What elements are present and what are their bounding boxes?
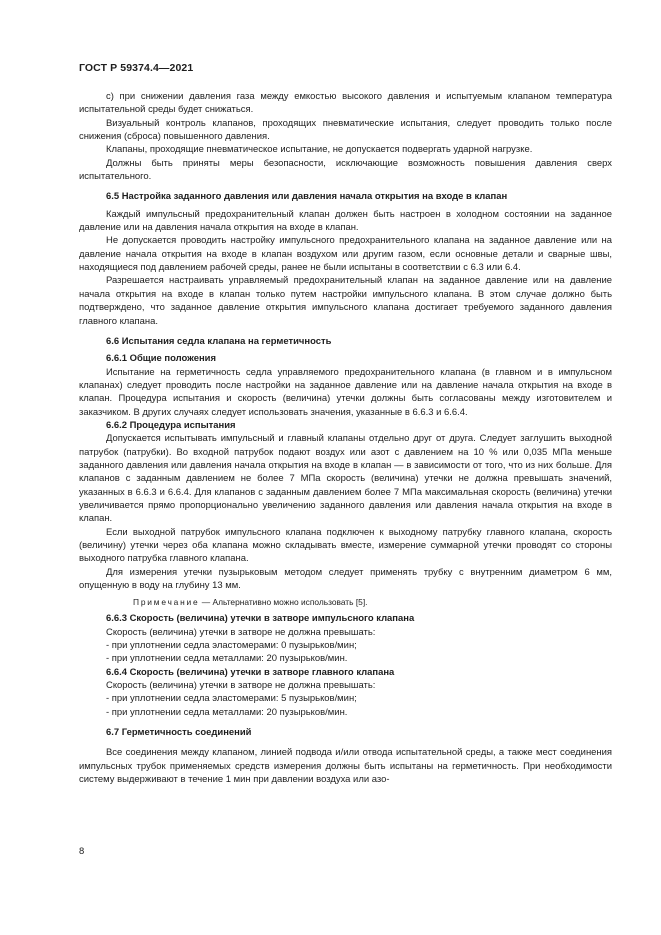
paragraph: Скорость (величина) утечки в затворе не должна превышать: xyxy=(106,626,376,638)
section-heading-6-5: 6.5 Настройка заданного давления или давления начала открытия на входе в клапан xyxy=(106,191,508,203)
list-item: - при уплотнении седла эластомерами: 5 пузырьков/мин; xyxy=(106,693,357,705)
paragraph: Клапаны, проходящие пневматическое испытание, не допускается подвергать ударной нагрузке. xyxy=(106,144,533,156)
paragraph: Если выходной патрубок импульсного клапана подключен к выходному патрубку главного клапана, скорость (величину) утечки через оба клапана можно складывать вместе, измерение суммарной утечки проводят со стороны выходного патрубка главного клапана. xyxy=(79,526,612,565)
subsection-heading-6-6-1: 6.6.1 Общие положения xyxy=(106,353,216,365)
note xyxy=(79,596,612,608)
paragraph: Допускается испытывать импульсный и главный клапаны отдельно друг от друга. Следует заглушить выходной патрубок (патрубки). Во входной патрубок подают воздух или азот с давлением на 10 % или 0,035 МПа меньше заданного давления или давления начала открытия на входе в клапан — в зависимости от того, что из них больше. Для клапанов с заданным давлением не более 7 МПа скорость (величина) утечки не должна превышать значений, указанных в 6.6.3 и 6.6.4. Для клапанов с заданным давлением более 7 МПа максимальная скорость (величина) утечки увеличивается прямо пропорционально увеличению заданного давления или давления начала открытия на входе в клапан. xyxy=(79,433,612,525)
note-text: — Альтернативно можно использовать [5]. xyxy=(199,597,368,608)
list xyxy=(79,639,612,666)
note-label: Примечание xyxy=(133,597,200,608)
paragraph: Не допускается проводить настройку импульсного предохранительного клапана на заданное давление или на давление начала открытия на входе в клапан воздухом или другим газом, если основные детали и сварные швы, находящиеся под давлением рабочей среды, ранее не были испытаны в соответствии с 6.3 или 6.4. xyxy=(79,235,612,274)
paragraph: Для измерения утечки пузырьковым методом следует применять трубку с внутренним диаметром 6 мм, опущенную в воду на глубину 13 мм. xyxy=(79,566,612,592)
paragraph: Визуальный контроль клапанов, проходящих пневматические испытания, следует проводить только после снижения (сброса) повышенного давления. xyxy=(79,117,612,143)
list-item: - при уплотнении седла металлами: 20 пузырьков/мин. xyxy=(106,706,348,718)
paragraph: Разрешается настраивать управляемый предохранительный клапан на заданное давление или на давление начала открытия на входе в клапан только путем настройки импульсного клапана. В этом случае должно быть подтверждено, что заданное давление открытия импульсного клапана достигает требуемого заданного давления главного клапана. xyxy=(79,275,612,327)
page-number: 8 xyxy=(79,846,85,857)
paragraph: Скорость (величина) утечки в затворе не должна превышать: xyxy=(106,680,376,692)
standard-header: ГОСТ Р 59374.4—2021 xyxy=(79,62,194,74)
subsection-heading-6-6-4: 6.6.4 Скорость (величина) утечки в затворе главного клапана xyxy=(106,666,395,678)
document-body xyxy=(79,90,612,787)
paragraph: Должны быть приняты меры безопасности, исключающие возможность повышения давления сверх испытательного. xyxy=(79,157,612,183)
subsection-heading-6-6-2: 6.6.2 Процедура испытания xyxy=(106,419,236,431)
list xyxy=(79,692,612,719)
subsection-heading-6-6-3: 6.6.3 Скорость (величина) утечки в затворе импульсного клапана xyxy=(106,613,415,625)
list-item: - при уплотнении седла металлами: 20 пузырьков/мин. xyxy=(106,653,348,665)
paragraph: Все соединения между клапаном, линией подвода и/или отвода испытательной среды, а также мест соединения импульсных трубок применяемых средств измерения должны быть испытаны на герметичность. При необходимости систему выдерживают в течение 1 мин при давлении воздуха или азо- xyxy=(79,747,612,786)
paragraph: с) при снижении давления газа между емкостью высокого давления и испытуемым клапаном температура испытательной среды будет снижаться. xyxy=(79,91,612,116)
paragraph: Каждый импульсный предохранительный клапан должен быть настроен в холодном состоянии на заданное давление или на давления начала открытия на входе в клапан. xyxy=(79,208,612,234)
list-item: - при уплотнении седла эластомерами: 0 пузырьков/мин; xyxy=(106,640,357,652)
section-heading-6-6: 6.6 Испытания седла клапана на герметичность xyxy=(106,335,332,347)
paragraph: Испытание на герметичность седла управляемого предохранительного клапана (в главном и в импульсном клапанах) следует проводить после настройки на заданное давление или на давление начала открытия на входе в клапан. Процедура испытания и скорость (величина) утечки должны быть согласованы между изготовителем и заказчиком. В других случаях следует использовать значения, указанные в 6.6.3 и 6.6.4. xyxy=(79,366,612,418)
section-heading-6-7: 6.7 Герметичность соединений xyxy=(106,727,252,739)
